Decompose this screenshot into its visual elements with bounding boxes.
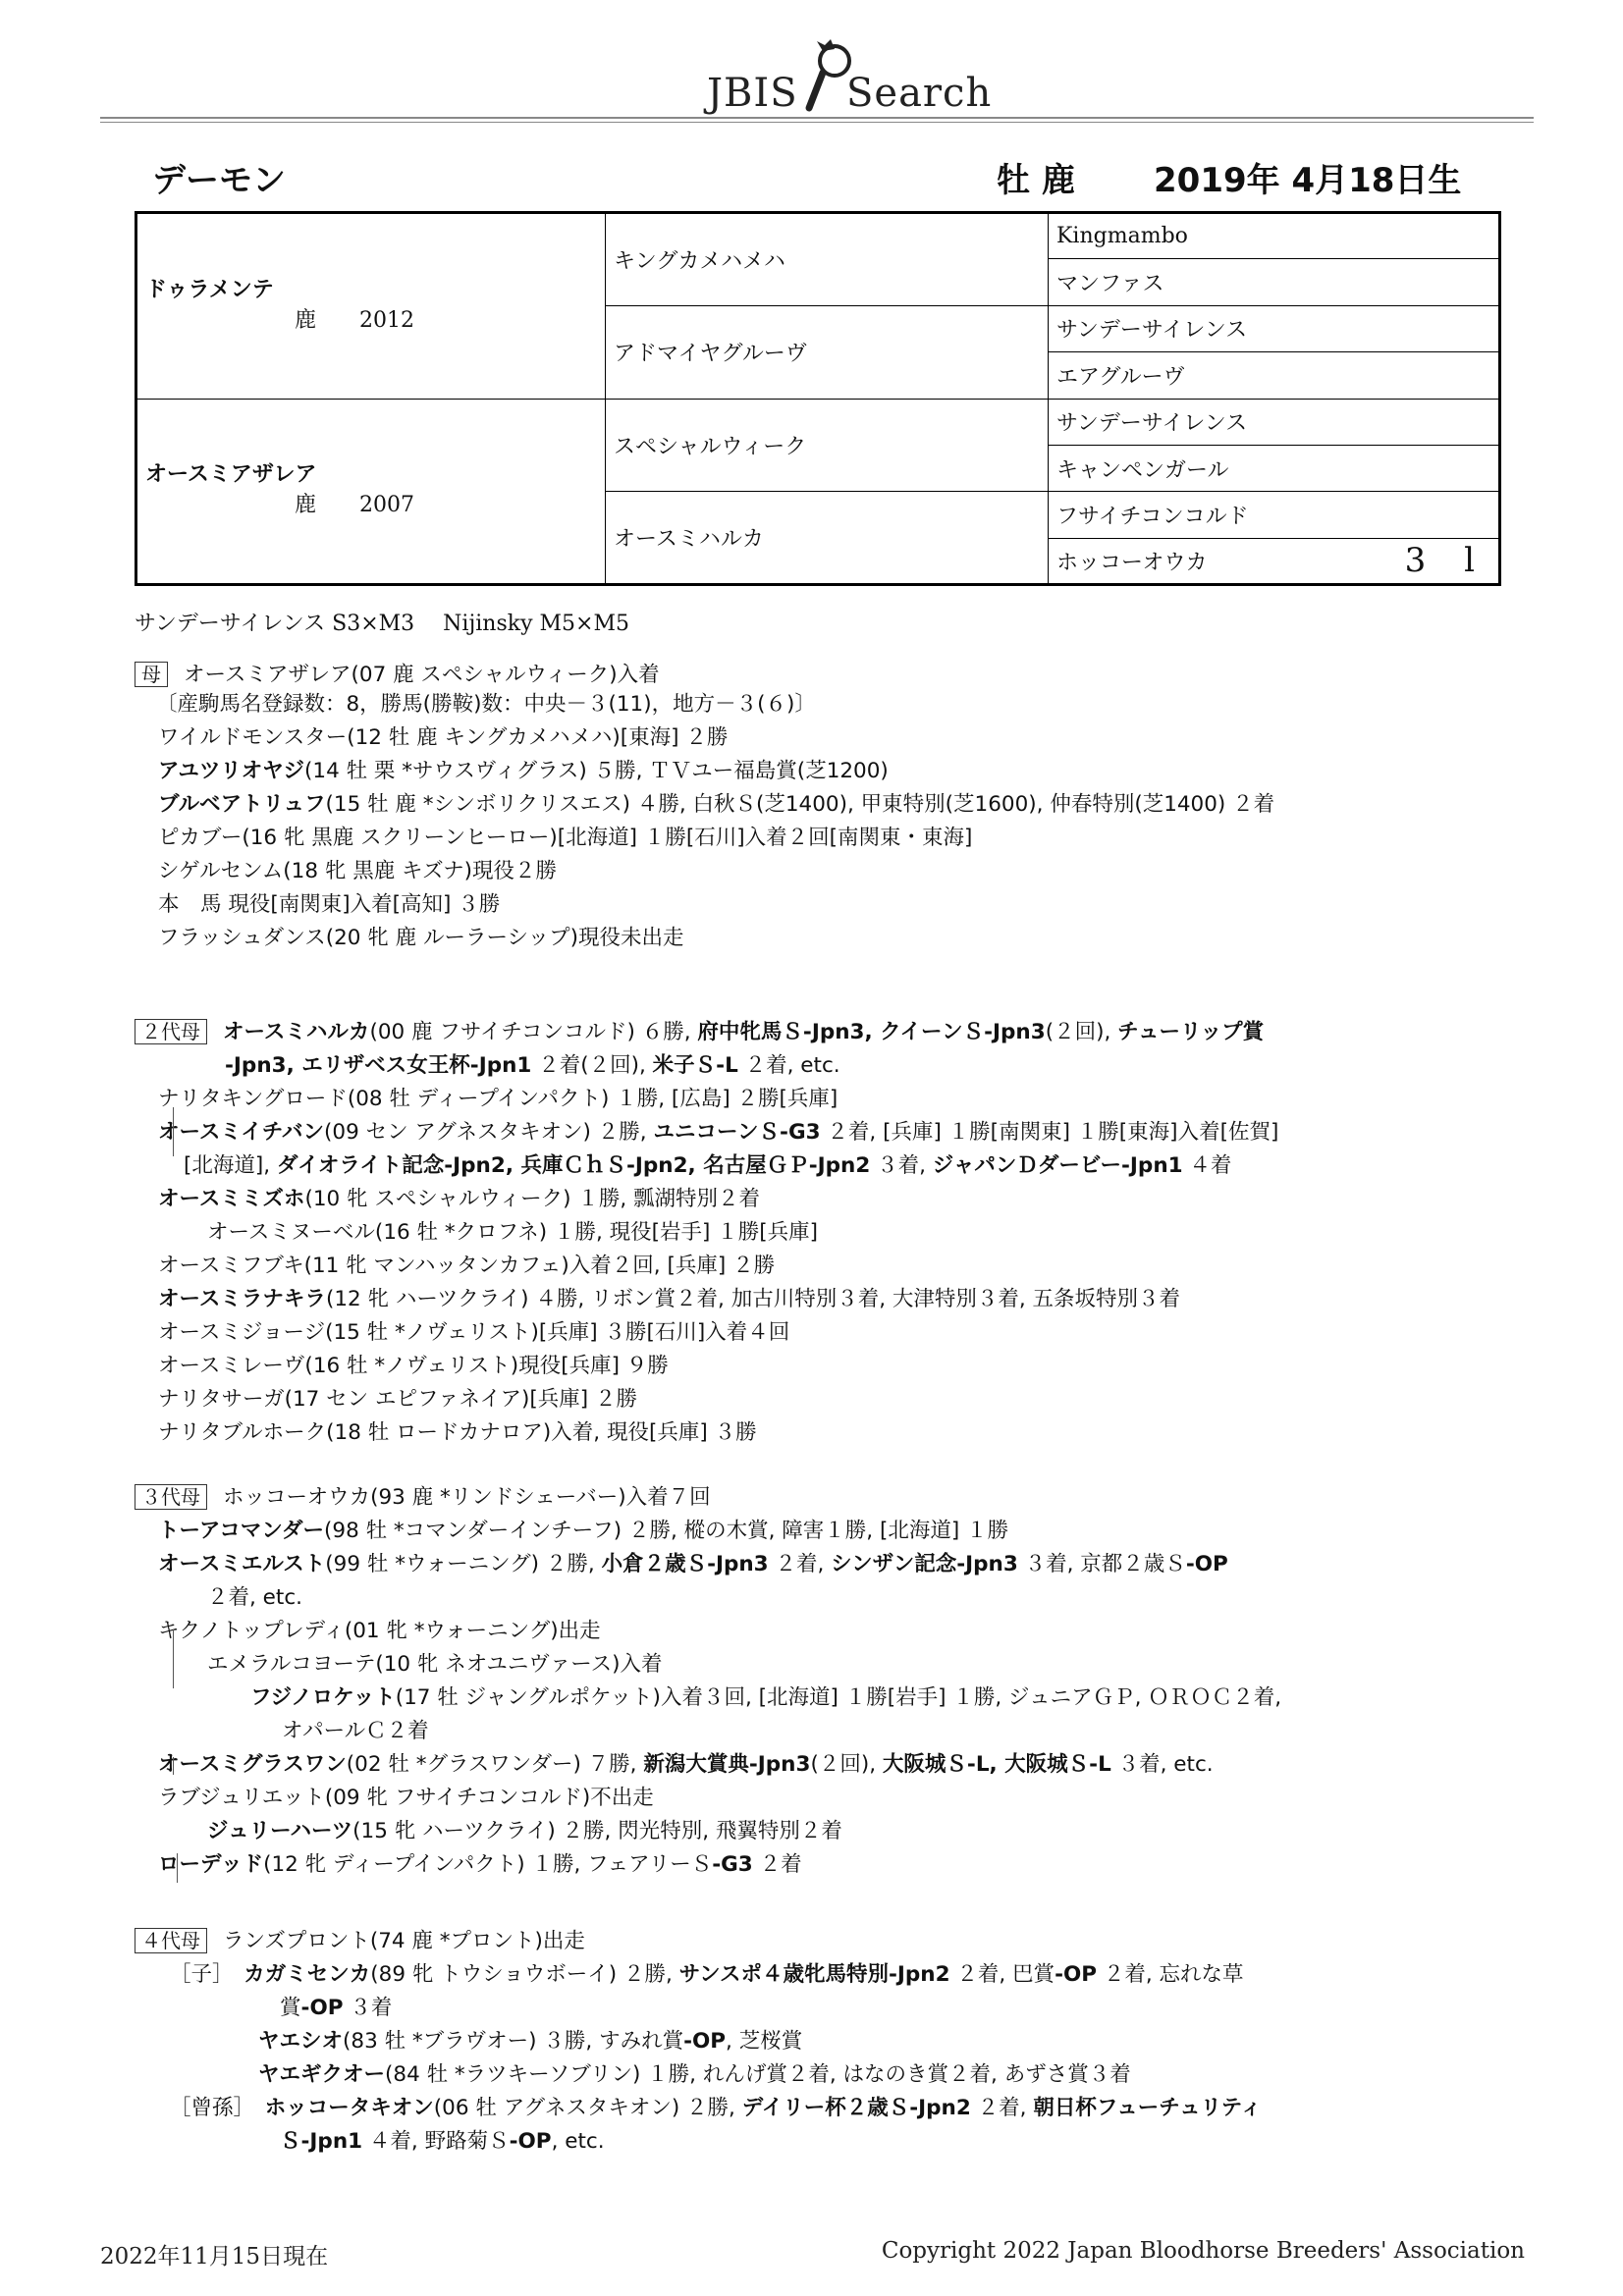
record-text: (２回), — [1045, 1020, 1118, 1044]
record-text: ２着(２回), — [531, 1053, 653, 1078]
sire-dam-cell[interactable]: アドマイヤグルーヴ — [606, 305, 1049, 399]
bold-text: 小倉２歳Ｓ-Jpn3 — [601, 1552, 769, 1576]
record-text: ランズプロント(74 鹿 *プロント)出走 — [223, 1929, 585, 1953]
record-text: ２着, etc. — [207, 1585, 302, 1610]
record-text: ［子］ — [170, 1962, 244, 1987]
record-line — [158, 1182, 760, 1212]
sex-color: 牡 鹿 — [997, 161, 1075, 200]
sire-sire-cell[interactable]: キングカメハメハ — [606, 213, 1049, 306]
horse-name: デーモン — [152, 161, 286, 200]
record-text: 本 馬 現役[南関東]入着[高知] ３勝 — [158, 892, 501, 917]
bold-text: 大阪城Ｓ-L, 大阪城Ｓ-L — [882, 1752, 1111, 1777]
bold-text: -OP — [300, 1996, 344, 2020]
record-line — [280, 1991, 392, 2021]
record-text: (15 牡 鹿 *シンボリクリスエス) ４勝, 白秋Ｓ(芝1400), 甲東特別(芝1600), 仲春特別(芝1400) ２着 — [325, 792, 1275, 817]
record-text: ３着 — [343, 1996, 393, 2020]
ancestor-cell[interactable]: サンデーサイレンス — [1049, 305, 1500, 351]
ancestor-cell[interactable]: サンデーサイレンス — [1049, 399, 1500, 445]
record-line — [158, 787, 1274, 818]
record-text: , etc. — [551, 2129, 605, 2154]
bold-text: ローデッド — [158, 1852, 264, 1877]
bold-text: -Jpn3, エリザベス女王杯-Jpn1 — [225, 1053, 532, 1078]
record-text: (17 牡 ジャングルポケット)入着３回, [北海道] １勝[岩手] １勝, ジュニアＧＰ, ＯＲＯＣ２着, — [395, 1685, 1282, 1710]
record-line — [158, 1514, 1008, 1544]
record-line — [158, 1547, 1228, 1577]
bold-text: オースミミズホ — [158, 1187, 305, 1211]
bold-text: オースミハルカ — [223, 1020, 370, 1044]
record-text: オースミアザレア(07 鹿 スペシャルウィーク)入着 — [184, 663, 660, 687]
dam-cell[interactable] — [136, 399, 606, 585]
bold-text: ジャパンＤダービー-Jpn1 — [932, 1153, 1183, 1178]
record-line — [258, 2057, 1131, 2088]
record-text: ピカブー(16 牝 黒鹿 スクリーンヒーロー)[北海道] １勝[石川]入着２回[南関東・東海] — [158, 826, 973, 850]
pedigree-table — [135, 211, 1501, 586]
record-text: (06 牡 アグネスタキオン) ２勝, — [433, 2096, 742, 2120]
record-line — [158, 721, 728, 751]
bold-text: -OP — [1055, 1962, 1098, 1987]
record-text: (２回), — [810, 1752, 883, 1777]
bold-text: -OP — [509, 2129, 552, 2154]
record-line — [158, 1847, 802, 1878]
record-line — [207, 1814, 842, 1844]
bold-text: 府中牝馬Ｓ-Jpn3, クイーンＳ-Jpn3 — [697, 1020, 1046, 1044]
record-text: (14 牡 栗 *サウスヴィグラス) ５勝, ＴＶユー福島賞(芝1200) — [304, 759, 889, 783]
record-text: (09 セン アグネスタキオン) ２勝, — [324, 1120, 654, 1145]
title-row — [152, 153, 1535, 204]
sire-info: 鹿 2012 — [295, 307, 414, 333]
record-line — [158, 1747, 1214, 1778]
record-text: ２着, 巴賞 — [949, 1962, 1055, 1987]
sire-name: ドゥラメンテ — [145, 277, 274, 302]
record-line — [170, 2091, 1262, 2121]
record-text: (02 牡 *グラスワンダー) ７勝, — [346, 1752, 644, 1777]
generation-tag: ４代母 — [135, 1928, 207, 1953]
header-divider-top — [100, 117, 1534, 119]
record-line — [158, 887, 500, 918]
family-number: 3 l — [1404, 540, 1488, 580]
bold-text: 新潟大賞典-Jpn3 — [643, 1752, 811, 1777]
record-text: ナリタサーガ(17 セン エピファネイア)[兵庫] ２勝 — [158, 1387, 637, 1412]
bold-text: デイリー杯２歳Ｓ-Jpn2 — [741, 2096, 971, 2120]
record-line — [158, 1282, 1180, 1312]
ancestor-cell[interactable]: マンファス — [1049, 259, 1500, 305]
generation-tag: 母 — [135, 662, 168, 687]
bold-text: ブルベアトリュフ — [158, 792, 326, 817]
record-text: 賞 — [280, 1996, 301, 2020]
ancestor-cell[interactable]: Kingmambo — [1049, 213, 1500, 259]
record-text: ２着, etc. — [737, 1053, 840, 1078]
record-text: (12 牝 ディープインパクト) １勝, フェアリーＳ — [263, 1852, 713, 1877]
record-line — [158, 1614, 601, 1644]
logo-text-right: Search — [846, 71, 993, 116]
bold-text: 朝日杯フューチュリティ — [1033, 2096, 1262, 2120]
ancestor-cell[interactable]: キャンペンガール — [1049, 445, 1500, 491]
tree-connector — [173, 1629, 174, 1688]
record-line — [158, 921, 684, 951]
record-line — [282, 1714, 429, 1744]
record-text: キクノトップレディ(01 牝 *ウォーニング)出走 — [158, 1619, 601, 1643]
record-text: ４着 — [1182, 1153, 1232, 1178]
jbis-logo[interactable] — [707, 22, 993, 116]
bold-text: 米子Ｓ-L — [652, 1053, 738, 1078]
record-text: オースミレーヴ(16 牡 *ノヴェリスト)現役[兵庫] ９勝 — [158, 1354, 669, 1378]
ancestor-cell[interactable]: フサイチコンコルド — [1049, 492, 1500, 538]
record-text: ホッコーオウカ(93 鹿 *リンドシェーバー)入着７回 — [223, 1485, 711, 1510]
record-text: ２着, 忘れな草 — [1097, 1962, 1244, 1987]
record-text: シゲルセンム(18 牝 黒鹿 キズナ)現役２勝 — [158, 859, 558, 883]
dam-info: 鹿 2007 — [295, 493, 414, 518]
record-text: (00 鹿 フサイチコンコルド) ６勝, — [369, 1020, 698, 1044]
record-line — [158, 1115, 1278, 1146]
record-text: オースミヌーベル(16 牡 *クロフネ) １勝, 現役[岩手] １勝[兵庫] — [207, 1220, 819, 1245]
record-line — [184, 1148, 1231, 1179]
bold-text: フジノロケット — [250, 1685, 396, 1710]
record-text: ２着, — [768, 1552, 832, 1576]
ancestor-cell-last[interactable] — [1049, 538, 1500, 584]
record-text: (12 牝 ハーツクライ) ４勝, リボン賞２着, 加古川特別３着, 大津特別３着, 五条坂特別３着 — [325, 1287, 1181, 1311]
generation-tag: ３代母 — [135, 1484, 207, 1510]
header-divider-bottom — [100, 122, 1534, 123]
record-text: (84 牡 *ラツキーソブリン) １勝, れんげ賞２着, はなのき賞２着, あずさ賞３着 — [385, 2062, 1131, 2087]
record-text: ラブジュリエット(09 牝 フサイチコンコルド)不出走 — [158, 1786, 654, 1810]
record-text: ２着 — [752, 1852, 802, 1877]
dam-dam-cell[interactable]: オースミハルカ — [606, 492, 1049, 585]
record-text: ワイルドモンスター(12 牡 鹿 キングカメハメハ)[東海] ２勝 — [158, 725, 729, 750]
record-line — [207, 1215, 818, 1246]
record-text: (89 牝 トウショウボーイ) ２勝, — [370, 1962, 679, 1987]
bold-text: Ｓ-Jpn1 — [280, 2129, 363, 2154]
bold-text: -OP — [683, 2029, 727, 2054]
record-text: , 芝桜賞 — [726, 2029, 803, 2054]
record-text: (10 牝 スペシャルウィーク) １勝, 瓢湖特別２着 — [304, 1187, 761, 1211]
bold-text: ユニコーンＳ-G3 — [653, 1120, 821, 1145]
record-text: エメラルコヨーテ(10 牝 ネオユニヴァース)入着 — [207, 1652, 663, 1677]
record-text: ３着, etc. — [1110, 1752, 1214, 1777]
dam-name: オースミアザレア — [145, 462, 317, 488]
record-text: [北海道], — [184, 1153, 277, 1178]
ancestor-name: ホッコーオウカ — [1056, 550, 1208, 575]
record-text: ナリタキングロード(08 牡 ディープインパクト) １勝, [広島] ２勝[兵庫] — [158, 1087, 839, 1111]
record-line — [207, 1647, 663, 1678]
generation-header-line — [135, 1480, 711, 1511]
bold-text: チューリップ賞 — [1117, 1020, 1265, 1044]
record-line — [207, 1580, 302, 1611]
record-text: ４着, 野路菊Ｓ — [362, 2129, 510, 2154]
bold-text: ホッコータキオン — [264, 2096, 434, 2120]
record-text: ３着, 京都２歳Ｓ — [1017, 1552, 1186, 1576]
record-line — [158, 821, 972, 851]
record-line — [158, 1781, 654, 1811]
record-line — [158, 1415, 757, 1446]
record-text: ［曾孫］ — [170, 2096, 265, 2120]
footer-copyright: Copyright 2022 Japan Bloodhorse Breeders' Association — [881, 2238, 1525, 2264]
generation-tag: ２代母 — [135, 1019, 207, 1044]
footer-date: 2022年11月15日現在 — [100, 2244, 329, 2269]
bold-text: ジュリーハーツ — [207, 1819, 353, 1843]
generation-header-line — [135, 658, 660, 688]
record-line — [158, 1082, 838, 1112]
logo-text-left: JBIS — [707, 71, 798, 116]
generation-header-line — [135, 1015, 1264, 1045]
bold-text: アユツリオヤジ — [158, 759, 304, 783]
record-line — [250, 1681, 1281, 1711]
dam-sire-cell[interactable]: スペシャルウィーク — [606, 399, 1049, 492]
record-line — [156, 687, 816, 718]
bold-text: トーアコマンダー — [158, 1519, 324, 1543]
bold-text: カガミセンカ — [243, 1962, 371, 1987]
inbreeding-note: サンデーサイレンス S3×M3 Nijinsky M5×M5 — [135, 612, 629, 636]
record-line — [158, 754, 889, 784]
bold-text: ダイオライト記念-Jpn2, 兵庫ＣｈＳ-Jpn2, 名古屋ＧＰ-Jpn2 — [276, 1153, 871, 1178]
tree-connector — [173, 1137, 174, 1156]
record-line — [258, 2024, 802, 2055]
bold-text: オースミエルスト — [158, 1552, 326, 1576]
generation-header-line — [135, 1924, 585, 1954]
record-text: ３着, — [870, 1153, 933, 1178]
record-line — [170, 1957, 1244, 1988]
record-text: 〔産駒馬名登録数：8，勝馬(勝鞍)数：中央－３(11)，地方－３(６)〕 — [156, 692, 816, 717]
bold-text: -OP — [1185, 1552, 1228, 1576]
record-line — [158, 854, 557, 884]
ancestor-cell[interactable]: エアグルーヴ — [1049, 352, 1500, 399]
record-text: ２着, — [970, 2096, 1034, 2120]
record-text: オースミジョージ(15 牡 *ノヴェリスト)[兵庫] ３勝[石川]入着４回 — [158, 1320, 790, 1345]
record-text: フラッシュダンス(20 牝 鹿 ルーラーシップ)現役未出走 — [158, 926, 684, 950]
record-line — [158, 1382, 637, 1413]
record-text: ナリタブルホーク(18 牡 ロードカナロア)入着, 現役[兵庫] ３勝 — [158, 1420, 757, 1445]
record-line — [280, 2124, 605, 2155]
record-line — [158, 1315, 789, 1346]
bold-text: オースミラナキラ — [158, 1287, 326, 1311]
sire-cell[interactable] — [136, 213, 606, 400]
record-line — [158, 1349, 669, 1379]
bold-text: オースミグラスワン — [158, 1752, 347, 1777]
record-line — [158, 1249, 775, 1279]
bold-text: ヤエギクオー — [258, 2062, 386, 2087]
birth-date: 2019年 4月18日生 — [1154, 161, 1462, 200]
record-text: (15 牝 ハーツクライ) ２勝, 閃光特別, 飛翼特別２着 — [352, 1819, 842, 1843]
record-text: (83 牡 *ブラヴオー) ３勝, すみれ賞 — [343, 2029, 684, 2054]
bold-text: シンザン記念-Jpn3 — [831, 1552, 1018, 1576]
bold-text: -G3 — [712, 1852, 753, 1877]
record-text: (98 牡 *コマンダーインチーフ) ２勝, 樅の木賞, 障害１勝, [北海道] １勝 — [324, 1519, 1009, 1543]
tree-connector — [177, 1853, 178, 1883]
record-text: オースミフブキ(11 牝 マンハッタンカフェ)入着２回, [兵庫] ２勝 — [158, 1254, 776, 1278]
bold-text: ヤエシオ — [258, 2029, 344, 2054]
record-text: オパールＣ２着 — [282, 1719, 429, 1743]
record-text: ２着, [兵庫] １勝[南関東] １勝[東海]入着[佐賀] — [820, 1120, 1279, 1145]
bold-text: オースミイチバン — [158, 1120, 324, 1145]
tree-connector — [173, 1757, 174, 1775]
record-line — [225, 1048, 840, 1079]
bold-text: サンスポ４歳牝馬特別-Jpn2 — [678, 1962, 950, 1987]
record-text: (99 牡 *ウォーニング) ２勝, — [325, 1552, 602, 1576]
